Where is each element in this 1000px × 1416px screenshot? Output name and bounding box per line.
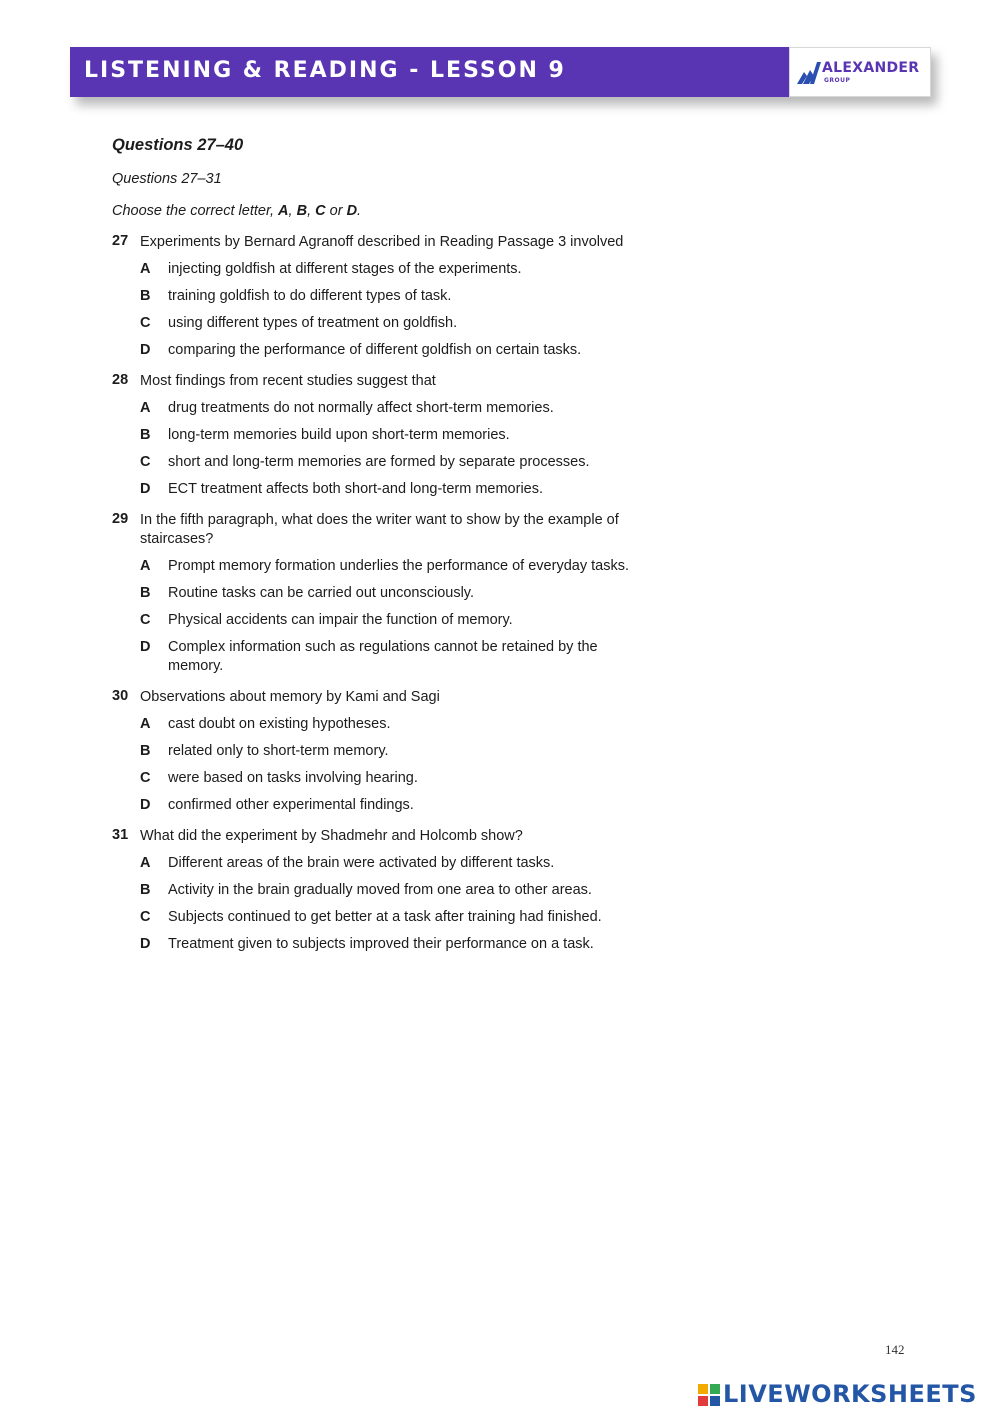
question-text: Experiments by Bernard Agranoff described in Reading Passage 3 involved <box>140 234 624 250</box>
option-text: confirmed other experimental findings. <box>168 797 414 813</box>
alexander-logo-icon <box>797 62 821 84</box>
option-text: drug treatments do not normally affect short-term memories. <box>168 400 554 416</box>
option-text: injecting goldfish at different stages of the experiments. <box>168 261 522 277</box>
worksheet-content <box>112 136 712 966</box>
option-29-b[interactable] <box>140 584 712 603</box>
option-30-c[interactable] <box>140 769 712 788</box>
alexander-logo <box>789 47 931 97</box>
option-29-d[interactable] <box>140 638 712 676</box>
option-29-a[interactable] <box>140 557 712 576</box>
question-30 <box>112 688 712 815</box>
option-letter: A <box>140 400 151 416</box>
option-31-c[interactable] <box>140 908 712 927</box>
option-text: ECT treatment affects both short-and long-term memories. <box>168 481 544 497</box>
question-text: Observations about memory by Kami and Sagi <box>140 689 440 705</box>
option-31-b[interactable] <box>140 881 712 900</box>
option-30-d[interactable] <box>140 796 712 815</box>
question-number: 29 <box>112 511 129 527</box>
option-text: Prompt memory formation underlies the performance of everyday tasks. <box>168 558 629 574</box>
question-number: 27 <box>112 233 129 249</box>
question-number: 31 <box>112 827 129 843</box>
option-text: training goldfish to do different types of task. <box>168 288 452 304</box>
option-text: using different types of treatment on goldfish. <box>168 315 458 331</box>
option-letter: B <box>140 585 151 601</box>
option-letter: D <box>140 797 151 813</box>
option-27-b[interactable] <box>140 287 712 306</box>
option-27-d[interactable] <box>140 341 712 360</box>
option-29-c[interactable] <box>140 611 712 630</box>
option-letter: B <box>140 288 151 304</box>
option-letter: C <box>140 612 151 628</box>
option-letter: C <box>140 315 151 331</box>
option-letter: A <box>140 261 151 277</box>
question-number: 30 <box>112 688 129 704</box>
option-letter: A <box>140 716 151 732</box>
option-27-c[interactable] <box>140 314 712 333</box>
option-text: Activity in the brain gradually moved from one area to other areas. <box>168 882 592 898</box>
logo-name: ALEXANDER <box>822 60 920 76</box>
option-letter: D <box>140 639 151 655</box>
page-number: 142 <box>885 1342 905 1357</box>
question-text: What did the experiment by Shadmehr and Holcomb show? <box>140 828 523 844</box>
option-28-c[interactable] <box>140 453 712 472</box>
option-letter: D <box>140 342 151 358</box>
option-text: were based on tasks involving hearing. <box>168 770 418 786</box>
subsection-title: Questions 27–31 <box>112 171 222 187</box>
option-text: comparing the performance of different goldfish on certain tasks. <box>168 342 582 358</box>
option-letter: A <box>140 855 151 871</box>
option-letter: C <box>140 909 151 925</box>
option-letter: C <box>140 454 151 470</box>
liveworksheets-brand: LIVEWORKSHEETS <box>723 1380 977 1408</box>
option-letter: B <box>140 427 151 443</box>
option-letter: B <box>140 743 151 759</box>
question-number: 28 <box>112 372 129 388</box>
option-30-a[interactable] <box>140 715 712 734</box>
option-text: Routine tasks can be carried out unconsciously. <box>168 585 475 601</box>
question-28 <box>112 372 712 499</box>
question-27 <box>112 233 712 360</box>
option-text: Physical accidents can impair the function of memory. <box>168 612 513 628</box>
option-text: Treatment given to subjects improved their performance on a task. <box>168 936 594 952</box>
option-30-b[interactable] <box>140 742 712 761</box>
option-letter: A <box>140 558 151 574</box>
option-letter: D <box>140 936 151 952</box>
option-letter: C <box>140 770 151 786</box>
logo-sub: GROUP <box>824 77 851 84</box>
question-text: In the fifth paragraph, what does the writer want to show by the example of staircases? <box>140 512 619 547</box>
section-title: Questions 27–40 <box>112 136 244 154</box>
option-27-a[interactable] <box>140 260 712 279</box>
option-28-a[interactable] <box>140 399 712 418</box>
option-text: short and long-term memories are formed by separate processes. <box>168 454 590 470</box>
question-31 <box>112 827 712 954</box>
instruction: Choose the correct letter, A, B, C or D. <box>112 203 362 219</box>
option-text: long-term memories build upon short-term memories. <box>168 427 510 443</box>
option-text: cast doubt on existing hypotheses. <box>168 716 391 732</box>
option-31-a[interactable] <box>140 854 712 873</box>
option-31-d[interactable] <box>140 935 712 954</box>
option-text: Complex information such as regulations cannot be retained by the memory. <box>168 639 598 674</box>
liveworksheets-grid-icon <box>698 1384 720 1406</box>
option-letter: D <box>140 481 151 497</box>
option-text: Different areas of the brain were activated by different tasks. <box>168 855 555 871</box>
option-28-d[interactable] <box>140 480 712 499</box>
option-text: Subjects continued to get better at a task after training had finished. <box>168 909 602 925</box>
page-title: LISTENING & READING - LESSON 9 <box>84 58 566 83</box>
option-text: related only to short-term memory. <box>168 743 389 759</box>
option-28-b[interactable] <box>140 426 712 445</box>
question-29 <box>112 511 712 676</box>
option-letter: B <box>140 882 151 898</box>
header-bar <box>70 47 931 97</box>
question-text: Most findings from recent studies suggest that <box>140 373 436 389</box>
